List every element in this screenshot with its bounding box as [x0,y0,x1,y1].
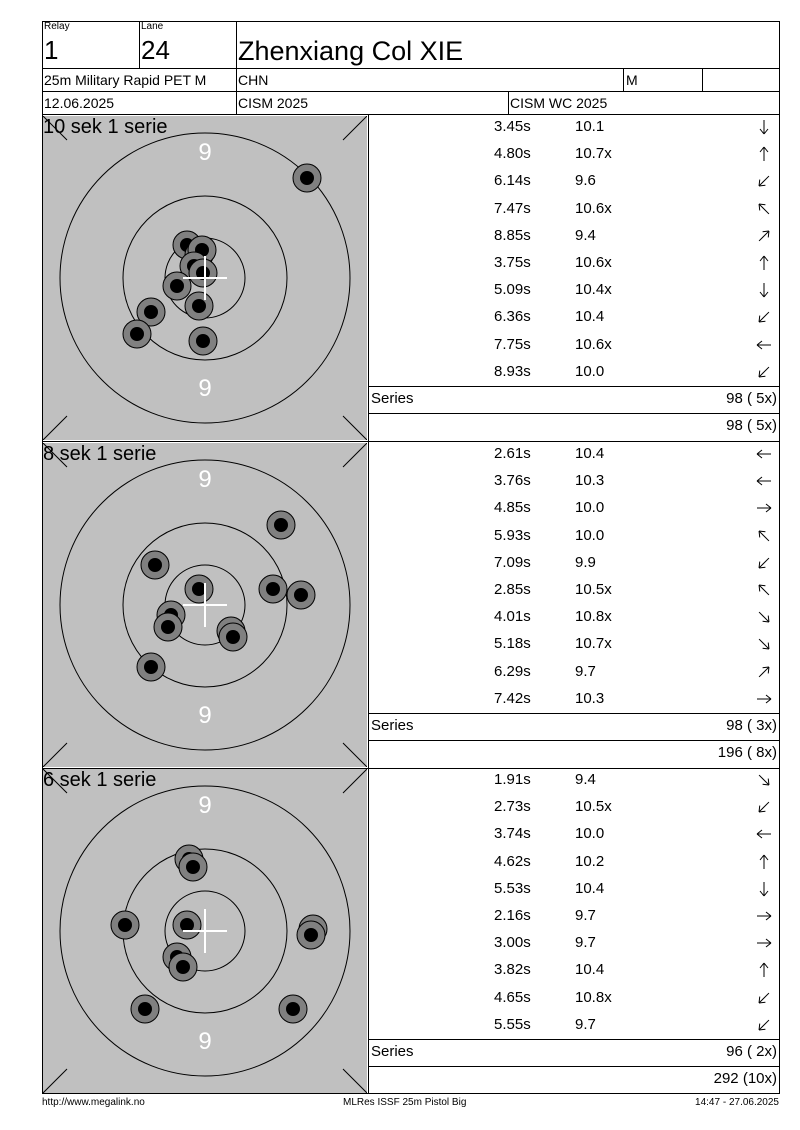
shot-impact [293,164,321,192]
shot-row [369,223,779,250]
shot-time: 5.93s [494,526,531,544]
direction-arrow-icon [755,690,773,708]
direction-arrow-icon [755,771,773,789]
series-total: 96 ( 2x) [726,1043,777,1060]
shot-score: 10.0 [575,526,605,544]
athlete-name: Zhenxiang Col XIE [238,36,464,66]
shot-score: 9.4 [575,771,596,788]
shot-time: 6.36s [494,308,531,326]
direction-arrow-icon [755,527,773,545]
shot-impact [185,575,213,603]
shot-impact [111,911,139,939]
shot-time: 4.01s [494,608,531,626]
shot-score: 10.0 [575,362,605,380]
shot-row [369,659,779,686]
shot-time: 2.16s [494,907,531,924]
header-vline-lane [236,21,237,114]
corner-mark [343,1069,367,1093]
shot-row [369,550,779,577]
shot-row [369,468,779,495]
shot-row [369,495,779,522]
ring-label: 9 [198,792,212,819]
shot-score: 10.6x [575,335,612,353]
shot-score: 9.7 [575,1015,596,1033]
shot-row [369,250,779,277]
direction-arrow-icon [755,254,773,272]
shot-time: 4.85s [494,499,531,517]
shot-time: 2.61s [494,445,531,462]
shot-time: 4.80s [494,145,531,163]
series-total-row [369,1039,779,1065]
shot-impact [163,272,191,300]
shot-row [369,767,779,794]
direction-arrow-icon [755,907,773,925]
shot-score: 10.4 [575,445,605,462]
shot-impact [259,575,287,603]
corner-mark [43,743,67,767]
direction-arrow-icon [755,934,773,952]
lane-label: Lane [141,21,164,32]
direction-arrow-icon [755,172,773,190]
relay-label: Relay [44,21,70,32]
series-title: 10 sek 1 serie [43,116,168,138]
shot-time: 8.85s [494,226,531,244]
shot-row [369,196,779,223]
series-title: 6 sek 1 serie [43,769,157,791]
championship: CISM WC 2025 [510,95,608,111]
target-svg [43,443,367,767]
shot-impact [185,292,213,320]
direction-arrow-icon [755,281,773,299]
shot-row [369,686,779,713]
corner-mark [43,416,67,440]
shot-time: 1.91s [494,771,531,788]
shot-time: 7.42s [494,689,531,707]
shot-score: 10.5x [575,581,612,598]
shot-time: 6.14s [494,172,531,190]
corner-mark [43,1069,67,1093]
direction-arrow-icon [755,798,773,816]
shot-score: 10.3 [575,689,605,707]
corner-mark [343,743,367,767]
shot-score: 10.1 [575,118,605,135]
direction-arrow-icon [755,961,773,979]
competition: CISM 2025 [238,95,309,111]
header-line-2 [42,91,779,92]
shot-row [369,114,779,141]
direction-arrow-icon [755,118,773,136]
shot-time: 7.47s [494,199,531,217]
shot-time: 3.00s [494,934,531,952]
direction-arrow-icon [755,1016,773,1034]
series-total-row [369,713,779,739]
series-label: Series [371,717,414,734]
series-total: 98 ( 3x) [726,717,777,734]
shot-score: 10.3 [575,472,605,490]
frame-right [779,21,780,1094]
shot-row [369,141,779,168]
shot-row [369,1012,779,1039]
target-svg [43,769,367,1093]
corner-mark [343,116,367,140]
shot-time: 5.09s [494,281,531,299]
nation: CHN [238,72,269,88]
target-3 [43,769,367,1093]
shot-row [369,631,779,658]
shot-row [369,441,779,468]
header-line-1 [42,68,779,69]
shot-row [369,359,779,386]
shot-score: 10.8x [575,608,612,626]
shot-score: 10.8x [575,988,612,1006]
shot-score: 10.5x [575,798,612,816]
shot-impact [173,911,201,939]
shot-impact [123,320,151,348]
shot-impact [279,995,307,1023]
gender: M [626,72,638,88]
footer-url: http://www.megalink.no [42,1097,145,1108]
lane-number: 24 [141,35,170,65]
running-total-row [369,413,779,439]
footer-timestamp: 14:47 - 27.06.2025 [695,1097,779,1108]
shot-score: 10.4 [575,961,605,979]
direction-arrow-icon [755,608,773,626]
direction-arrow-icon [755,336,773,354]
shot-impact [267,511,295,539]
shot-score: 10.4x [575,281,612,299]
shot-impact [137,653,165,681]
shot-impact [179,853,207,881]
shot-score: 10.0 [575,825,605,843]
shot-impact [287,581,315,609]
direction-arrow-icon [755,880,773,898]
shot-row [369,604,779,631]
shot-time: 5.18s [494,635,531,653]
shot-row [369,821,779,848]
shot-time: 5.53s [494,879,531,897]
shot-impact [141,551,169,579]
shot-time: 6.29s [494,662,531,680]
shot-row [369,985,779,1012]
shot-score: 9.6 [575,172,596,190]
relay-number: 1 [44,35,59,65]
shot-score: 10.7x [575,635,612,653]
shot-time: 2.73s [494,798,531,816]
direction-arrow-icon [755,554,773,572]
direction-arrow-icon [755,853,773,871]
footer-software: MLRes ISSF 25m Pistol Big [343,1097,467,1108]
shot-row [369,957,779,984]
header-vline-champ [508,91,509,114]
shot-impact [297,921,325,949]
shot-impact [131,995,159,1023]
shot-score: 9.7 [575,907,596,924]
shot-row [369,903,779,930]
shot-impact [219,623,247,651]
shot-score: 10.6x [575,199,612,217]
shot-time: 3.76s [494,472,531,490]
target-2 [43,443,367,767]
shot-row [369,849,779,876]
ring-label: 9 [198,139,212,166]
shot-row [369,930,779,957]
direction-arrow-icon [755,472,773,490]
direction-arrow-icon [755,308,773,326]
shot-time: 4.65s [494,988,531,1006]
corner-mark [343,443,367,467]
shot-score: 10.4 [575,308,605,326]
header-vline-extra [702,68,703,91]
running-total: 196 ( 8x) [717,744,777,761]
corner-mark [343,769,367,793]
series-label: Series [371,390,414,407]
series-total-row [369,386,779,412]
ring-label: 9 [198,466,212,493]
shot-impact [189,259,217,287]
series-title: 8 sek 1 serie [43,443,157,465]
direction-arrow-icon [755,445,773,463]
direction-arrow-icon [755,499,773,517]
direction-arrow-icon [755,825,773,843]
series-total: 98 ( 5x) [726,390,777,407]
direction-arrow-icon [755,663,773,681]
running-total-row [369,1066,779,1092]
series-label: Series [371,1043,414,1060]
running-total-row [369,740,779,766]
direction-arrow-icon [755,581,773,599]
direction-arrow-icon [755,363,773,381]
ring-label: 9 [198,375,212,402]
shot-time: 3.74s [494,825,531,843]
direction-arrow-icon [755,200,773,218]
direction-arrow-icon [755,227,773,245]
shot-impact [154,613,182,641]
shot-score: 10.6x [575,254,612,271]
shot-score: 10.7x [575,145,612,163]
shot-row [369,794,779,821]
event-name: 25m Military Rapid PET M [44,72,207,88]
shot-row [369,332,779,359]
target-1 [43,116,367,440]
shot-score: 10.2 [575,852,605,870]
frame-bottom [42,1093,779,1094]
shot-time: 4.62s [494,852,531,870]
shot-score: 9.7 [575,934,596,952]
header-vline-relay [139,21,140,68]
shot-time: 2.85s [494,581,531,598]
ring-label: 9 [198,1028,212,1055]
shot-score: 9.7 [575,662,596,680]
shot-score: 10.0 [575,499,605,517]
shot-row [369,523,779,550]
running-total: 292 (10x) [713,1070,777,1087]
direction-arrow-icon [755,989,773,1007]
shot-time: 3.45s [494,118,531,135]
date: 12.06.2025 [44,95,115,111]
shot-row [369,577,779,604]
shot-score: 9.9 [575,553,596,571]
shot-score: 9.4 [575,226,596,244]
shot-time: 7.09s [494,553,531,571]
shot-row [369,277,779,304]
header-vline-gender [623,68,624,91]
shot-time: 3.82s [494,961,531,979]
shot-impact [189,327,217,355]
corner-mark [343,416,367,440]
running-total: 98 ( 5x) [726,417,777,434]
shot-time: 8.93s [494,362,531,380]
shot-time: 3.75s [494,254,531,271]
shot-row [369,876,779,903]
direction-arrow-icon [755,635,773,653]
shot-row [369,304,779,331]
target-svg [43,116,367,440]
shot-impact [169,953,197,981]
direction-arrow-icon [755,145,773,163]
shot-time: 7.75s [494,335,531,353]
shot-score: 10.4 [575,879,605,897]
shot-time: 5.55s [494,1015,531,1033]
ring-label: 9 [198,702,212,729]
shot-row [369,168,779,195]
